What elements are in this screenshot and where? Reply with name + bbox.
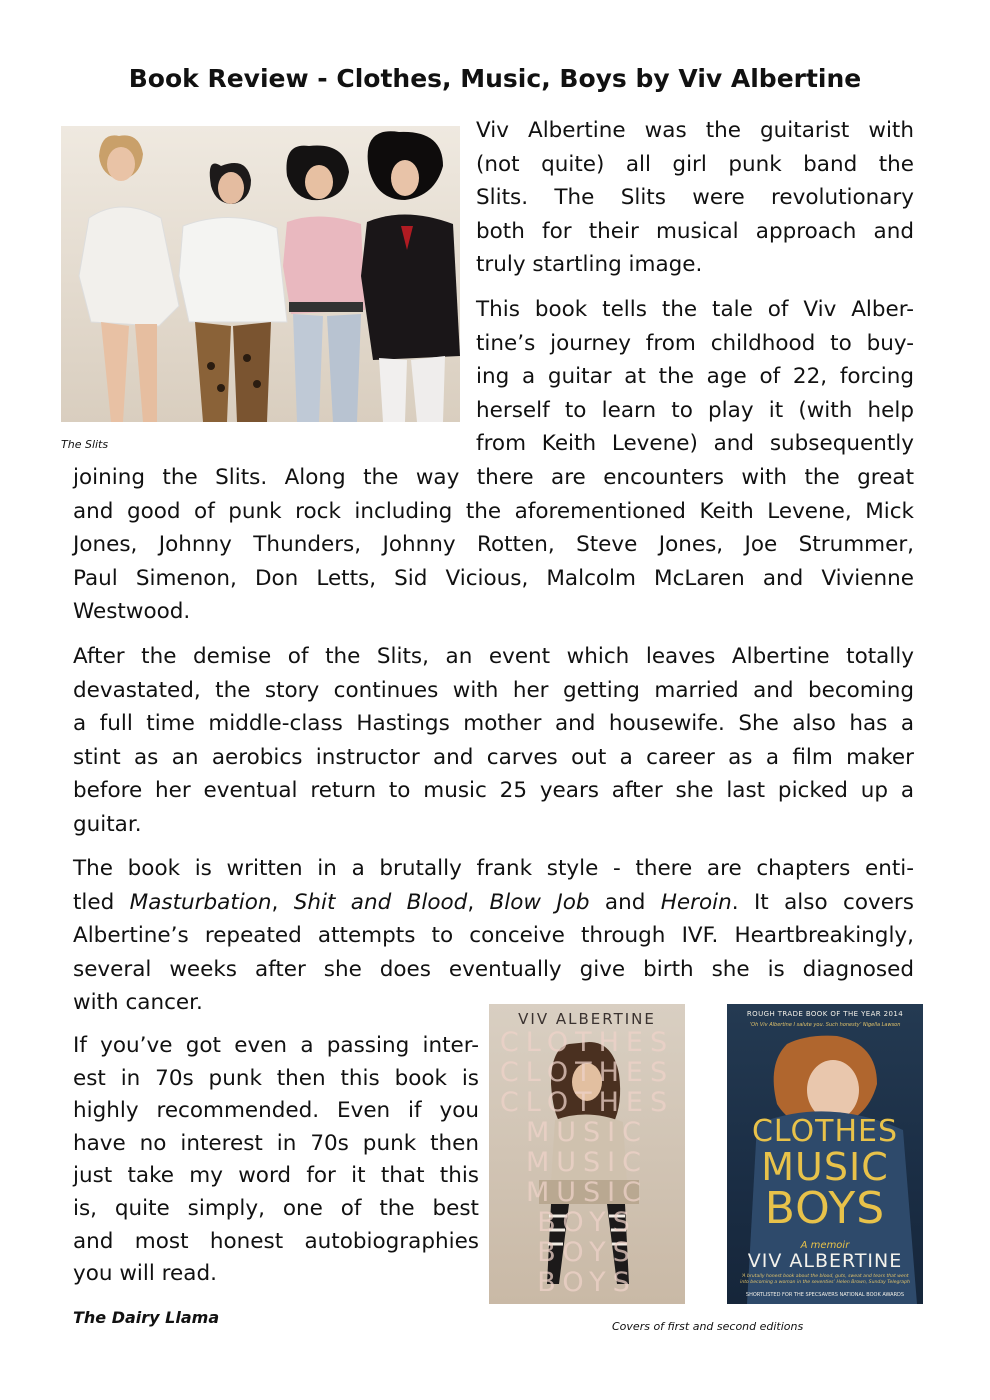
text-fragment: tled bbox=[73, 889, 130, 915]
paragraph-3-line: stint as an aerobics instructor and carves out a career as a film maker bbox=[73, 744, 914, 770]
paragraph-4 bbox=[73, 852, 914, 1020]
paragraph-4-line: The book is written in a brutally frank style - there are chapters enti- bbox=[73, 856, 914, 881]
text-fragment: and bbox=[589, 889, 661, 915]
chapter-title: Masturbation bbox=[129, 889, 272, 915]
paragraph-5-line: est in 70s punk then this book is bbox=[73, 1065, 479, 1091]
paragraph-5-line: just take my word for it that this bbox=[73, 1163, 479, 1189]
cover-word: CLOTHES bbox=[499, 1057, 675, 1088]
cover-title-word: CLOTHES bbox=[751, 1114, 899, 1149]
paragraph-3-line: After the demise of the Slits, an event which leaves Albertine totally bbox=[73, 644, 914, 669]
cover-title-word: MUSIC bbox=[761, 1145, 889, 1189]
intro-paragraph bbox=[476, 114, 914, 282]
cover-word: MUSIC bbox=[525, 1177, 648, 1208]
first-edition-title-words bbox=[495, 1028, 679, 1298]
second-edition-author: VIV ALBERTINE bbox=[747, 1250, 903, 1272]
cover-word: CLOTHES bbox=[499, 1027, 675, 1058]
intro-line: both for their musical approach and bbox=[476, 218, 914, 244]
paragraph-2-line: Paul Simenon, Don Letts, Sid Vicious, Malcolm McLaren and Vivienne bbox=[73, 565, 914, 591]
paragraph-4-line: Albertine’s repeated attempts to conceive through IVF. Heartbreakingly, bbox=[73, 923, 914, 949]
intro-line: truly startling image. bbox=[476, 252, 703, 278]
intro-line: Viv Albertine was the guitarist with bbox=[476, 118, 914, 143]
cover-word: MUSIC bbox=[525, 1147, 648, 1178]
paragraph-3-line: guitar. bbox=[73, 811, 142, 837]
text-fragment: , bbox=[271, 889, 294, 915]
paragraph-2-narrow bbox=[476, 293, 914, 461]
intro-line: Slits. The Slits were revolutionary bbox=[476, 185, 914, 211]
cover-word: MUSIC bbox=[525, 1117, 648, 1148]
chapter-title: Blow Job bbox=[489, 889, 590, 915]
photo-caption: The Slits bbox=[61, 438, 109, 451]
paragraph-4-line-chapters bbox=[73, 886, 914, 920]
chapter-title: Heroin bbox=[660, 889, 732, 915]
first-edition-author: VIV ALBERTINE bbox=[518, 1010, 656, 1028]
paragraph-2-line: This book tells the tale of Viv Alber- bbox=[476, 297, 914, 322]
intro-line: (not quite) all girl punk band the bbox=[476, 151, 914, 177]
page-title: Book Review - Clothes, Music, Boys by Viv Albertine bbox=[128, 64, 862, 93]
paragraph-5-line: have no interest in 70s punk then bbox=[73, 1130, 479, 1156]
paragraph-2-line: tine’s journey from childhood to buy- bbox=[476, 330, 914, 356]
band-photo-illustration bbox=[61, 126, 460, 422]
paragraph-5-line: and most honest autobiographies bbox=[73, 1228, 479, 1254]
paragraph-5-line: you will read. bbox=[73, 1261, 217, 1287]
paragraph-2-line: joining the Slits. Along the way there are encounters with the great bbox=[73, 465, 914, 490]
cover-title-word: BOYS bbox=[764, 1183, 886, 1234]
paragraph-5-line: If you’ve got even a passing inter- bbox=[73, 1033, 479, 1058]
band-photo bbox=[61, 126, 460, 422]
second-edition-subtitle: A memoir bbox=[800, 1240, 850, 1251]
second-edition-footer: SHORTLISTED FOR THE SPECSAVERS NATIONAL BOOK AWARDS bbox=[745, 1292, 905, 1298]
paragraph-3-line: before her eventual return to music 25 years after she last picked up a bbox=[73, 778, 914, 804]
paragraph-5-line: highly recommended. Even if you bbox=[73, 1098, 479, 1124]
text-fragment: . It also covers bbox=[731, 889, 914, 915]
chapter-title: Shit and Blood bbox=[293, 889, 468, 915]
paragraph-3-line: a full time middle-class Hastings mother and housewife. She also has a bbox=[73, 711, 914, 737]
paragraph-5-line: is, quite simply, one of the best bbox=[73, 1195, 479, 1221]
paragraph-3-line: devastated, the story continues with her getting married and becoming bbox=[73, 677, 914, 703]
paragraph-2-line: ing a guitar at the age of 22, forcing bbox=[476, 364, 914, 390]
paragraph-2-line: and good of punk rock including the aforementioned Keith Levene, Mick bbox=[73, 498, 914, 524]
cover-word: CLOTHES bbox=[499, 1087, 675, 1118]
text-fragment: , bbox=[467, 889, 490, 915]
second-edition-title bbox=[727, 1116, 923, 1232]
paragraph-4-line: with cancer. bbox=[73, 990, 203, 1016]
second-edition-banner: ROUGH TRADE BOOK OF THE YEAR 2014 bbox=[746, 1010, 904, 1018]
paragraph-2-wide bbox=[73, 461, 914, 629]
cover-word: BOYS bbox=[537, 1237, 637, 1268]
first-edition-cover bbox=[489, 1004, 685, 1304]
covers-caption: Covers of first and second editions bbox=[612, 1320, 804, 1333]
signature: The Dairy Llama bbox=[73, 1308, 220, 1327]
paragraph-2-line: from Keith Levene) and subsequently bbox=[476, 431, 914, 457]
cover-word: BOYS bbox=[537, 1267, 637, 1298]
paragraph-3 bbox=[73, 640, 914, 842]
second-edition-quote-top: ‘Oh Viv Albertine I salute you. Such honesty’ Nigella Lawson bbox=[749, 1022, 901, 1028]
paragraph-5 bbox=[73, 1030, 479, 1291]
paragraph-2-line: Westwood. bbox=[73, 599, 191, 625]
paragraph-2-line: Jones, Johnny Thunders, Johnny Rotten, Steve Jones, Joe Strummer, bbox=[73, 532, 914, 558]
cover-word: BOYS bbox=[537, 1207, 637, 1238]
second-edition-quote-bottom: ‘A brutally honest book about the blood, guts, sweat and tears that went into becoming a woman in the seventies’ Helen Brown, Sunday Telegraph bbox=[740, 1274, 910, 1285]
paragraph-2-line: herself to learn to play it (with help bbox=[476, 397, 914, 423]
second-edition-cover bbox=[727, 1004, 923, 1304]
paragraph-4-line: several weeks after she does eventually give birth she is diagnosed bbox=[73, 956, 914, 982]
